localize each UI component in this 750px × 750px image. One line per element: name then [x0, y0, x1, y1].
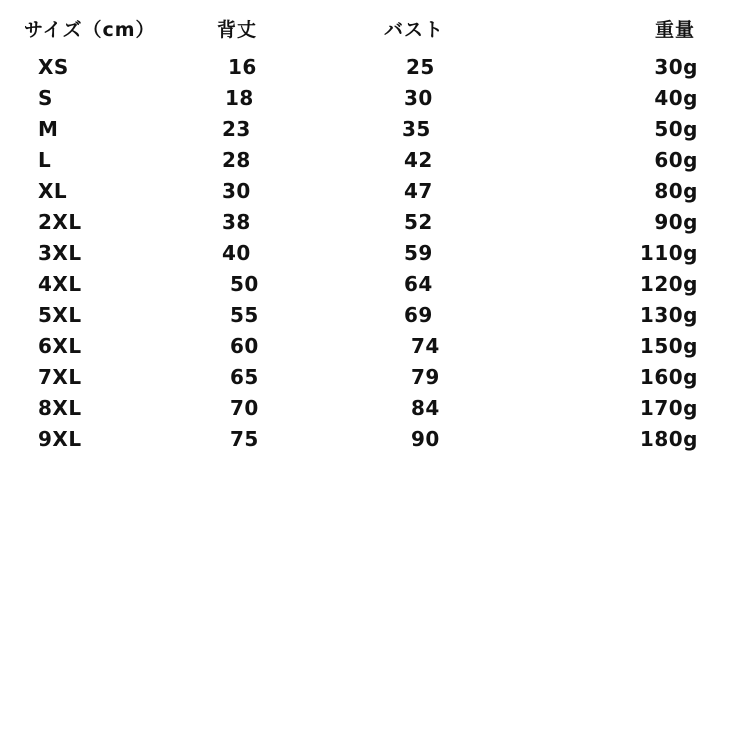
cell-length: 65: [230, 365, 259, 389]
cell-length: 70: [230, 396, 259, 420]
cell-weight: 150g: [639, 334, 698, 358]
cell-weight: 130g: [639, 303, 698, 327]
cell-size: 2XL: [38, 210, 82, 234]
cell-weight: 50g: [654, 117, 698, 141]
cell-bust: 47: [404, 179, 433, 203]
cell-length: 18: [225, 86, 254, 110]
cell-size: 7XL: [38, 365, 82, 389]
cell-weight: 170g: [639, 396, 698, 420]
cell-weight: 80g: [654, 179, 698, 203]
cell-weight: 110g: [639, 241, 698, 265]
cell-length: 30: [222, 179, 251, 203]
cell-bust: 84: [411, 396, 440, 420]
cell-bust: 64: [404, 272, 433, 296]
cell-size: XL: [38, 179, 68, 203]
cell-size: S: [38, 86, 53, 110]
cell-length: 28: [222, 148, 251, 172]
cell-length: 23: [222, 117, 251, 141]
cell-size: 9XL: [38, 427, 82, 451]
cell-length: 55: [230, 303, 259, 327]
header-size: サイズ（cm）: [24, 19, 156, 41]
cell-weight: 160g: [639, 365, 698, 389]
cell-length: 16: [228, 55, 257, 79]
cell-bust: 35: [402, 117, 431, 141]
cell-bust: 90: [411, 427, 440, 451]
cell-bust: 25: [406, 55, 435, 79]
cell-length: 40: [222, 241, 251, 265]
cell-weight: 120g: [639, 272, 698, 296]
cell-weight: 30g: [654, 55, 698, 79]
cell-size: 8XL: [38, 396, 82, 420]
cell-bust: 42: [404, 148, 433, 172]
cell-bust: 30: [404, 86, 433, 110]
cell-size: 5XL: [38, 303, 82, 327]
cell-weight: 180g: [639, 427, 698, 451]
header-bust: バスト: [384, 19, 445, 41]
cell-size: M: [38, 117, 59, 141]
cell-weight: 60g: [654, 148, 698, 172]
cell-bust: 74: [411, 334, 440, 358]
cell-bust: 52: [404, 210, 433, 234]
header-weight: 重量: [655, 19, 696, 41]
cell-length: 38: [222, 210, 251, 234]
header-length: 背丈: [217, 19, 258, 41]
cell-bust: 69: [404, 303, 433, 327]
cell-length: 60: [230, 334, 259, 358]
cell-length: 75: [230, 427, 259, 451]
cell-weight: 40g: [654, 86, 698, 110]
cell-size: 3XL: [38, 241, 82, 265]
cell-size: 4XL: [38, 272, 82, 296]
cell-size: L: [38, 148, 52, 172]
cell-size: 6XL: [38, 334, 82, 358]
cell-size: XS: [38, 55, 69, 79]
cell-length: 50: [230, 272, 259, 296]
cell-bust: 59: [404, 241, 433, 265]
cell-bust: 79: [411, 365, 440, 389]
cell-weight: 90g: [654, 210, 698, 234]
